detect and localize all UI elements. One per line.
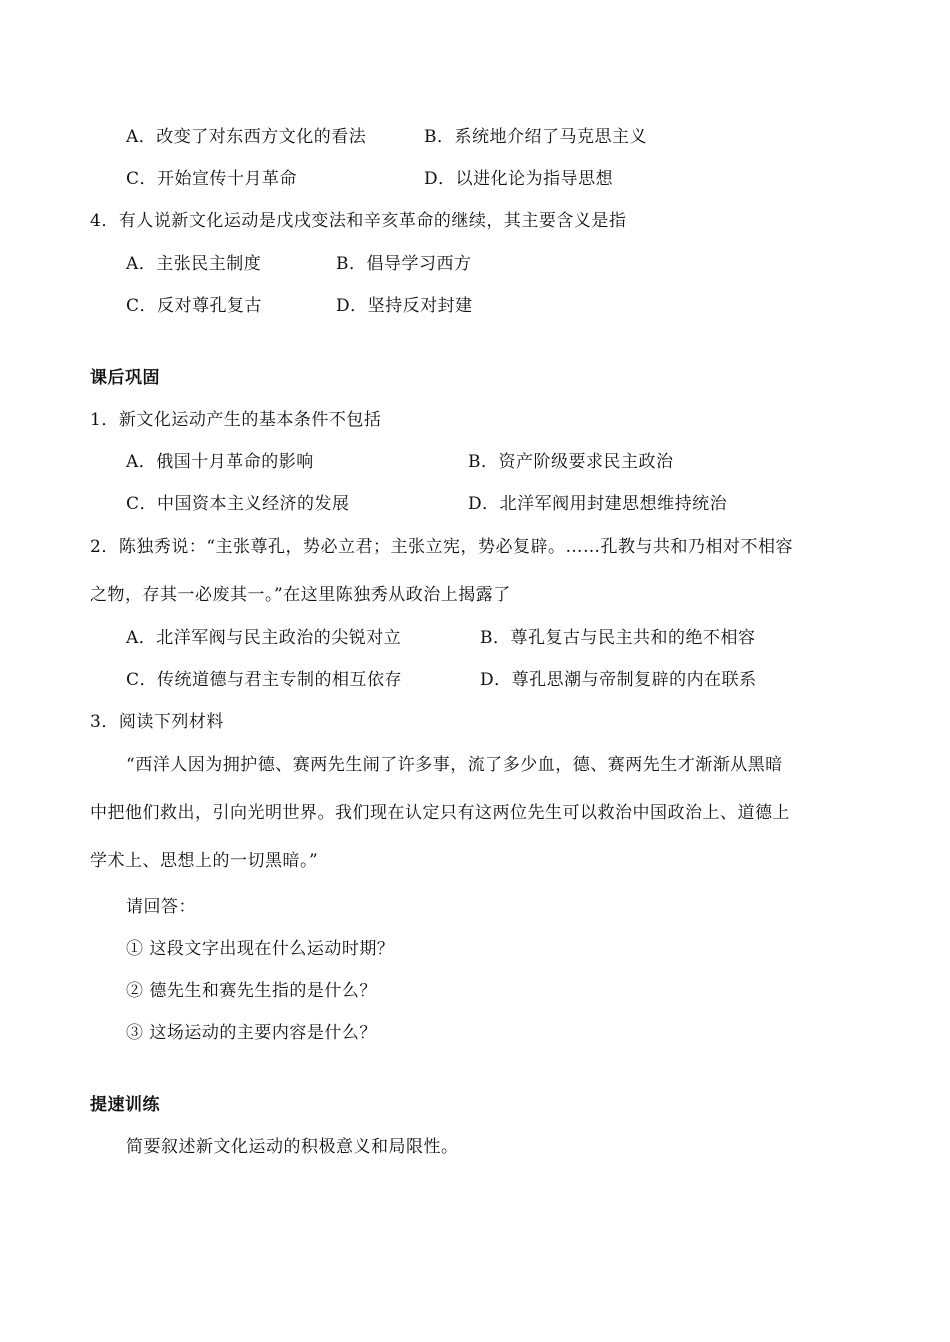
c-q3-prompt: 请回答： xyxy=(126,897,196,917)
c-q3-material-line3: 学术上、思想上的一切黑暗。” xyxy=(90,851,319,871)
c-q2-option-d: D．尊孔思潮与帝制复辟的内在联系 xyxy=(480,670,757,690)
c-q1-option-d: D．北洋军阀用封建思想维持统治 xyxy=(468,494,728,514)
c-q1-stem: 1．新文化运动产生的基本条件不包括 xyxy=(90,410,382,430)
c-q3-sub1: ① 这段文字出现在什么运动时期？ xyxy=(126,939,395,959)
c-q2-option-a: A．北洋军阀与民主政治的尖锐对立 xyxy=(126,628,402,648)
c-q1-option-b: B．资产阶级要求民主政治 xyxy=(468,452,674,472)
c-q3-material-line1: “西洋人因为拥护德、赛两先生闹了许多事，流了多少血，德、赛两先生才渐渐从黑暗 xyxy=(126,755,783,775)
speed-training-task: 简要叙述新文化运动的积极意义和局限性。 xyxy=(126,1137,459,1157)
section-heading-consolidation: 课后巩固 xyxy=(90,368,160,388)
c-q1-option-c: C．中国资本主义经济的发展 xyxy=(126,494,350,514)
c-q1-option-a: A．俄国十月革命的影响 xyxy=(126,452,314,472)
q4-option-a: A．主张民主制度 xyxy=(126,254,262,274)
c-q2-option-c: C．传统道德与君主专制的相互依存 xyxy=(126,670,403,690)
c-q3-sub2: ② 德先生和赛先生指的是什么？ xyxy=(126,981,377,1001)
c-q2-stem-line2: 之物，存其一必废其一。”在这里陈独秀从政治上揭露了 xyxy=(90,585,511,605)
prev-option-a: A．改变了对东西方文化的看法 xyxy=(126,127,367,147)
section-heading-speed-training: 提速训练 xyxy=(90,1095,160,1115)
c-q3-sub3: ③ 这场运动的主要内容是什么？ xyxy=(126,1023,377,1043)
prev-option-c: C．开始宣传十月革命 xyxy=(126,169,298,189)
q4-stem: 4．有人说新文化运动是戊戌变法和辛亥革命的继续，其主要含义是指 xyxy=(90,211,627,231)
c-q2-option-b: B．尊孔复古与民主共和的绝不相容 xyxy=(480,628,756,648)
c-q3-stem: 3．阅读下列材料 xyxy=(90,712,224,732)
q4-option-c: C．反对尊孔复古 xyxy=(126,296,263,316)
prev-option-b: B．系统地介绍了马克思主义 xyxy=(424,127,647,147)
c-q3-material-line2: 中把他们救出，引向光明世界。我们现在认定只有这两位先生可以救治中国政治上、道德上 xyxy=(90,803,790,823)
prev-option-d: D．以进化论为指导思想 xyxy=(424,169,614,189)
c-q2-stem-line1: 2．陈独秀说：“主张尊孔，势必立君；主张立宪，势必复辟。……孔教与共和乃相对不相容 xyxy=(90,537,794,557)
q4-option-b: B．倡导学习西方 xyxy=(336,254,472,274)
q4-option-d: D．坚持反对封建 xyxy=(336,296,473,316)
